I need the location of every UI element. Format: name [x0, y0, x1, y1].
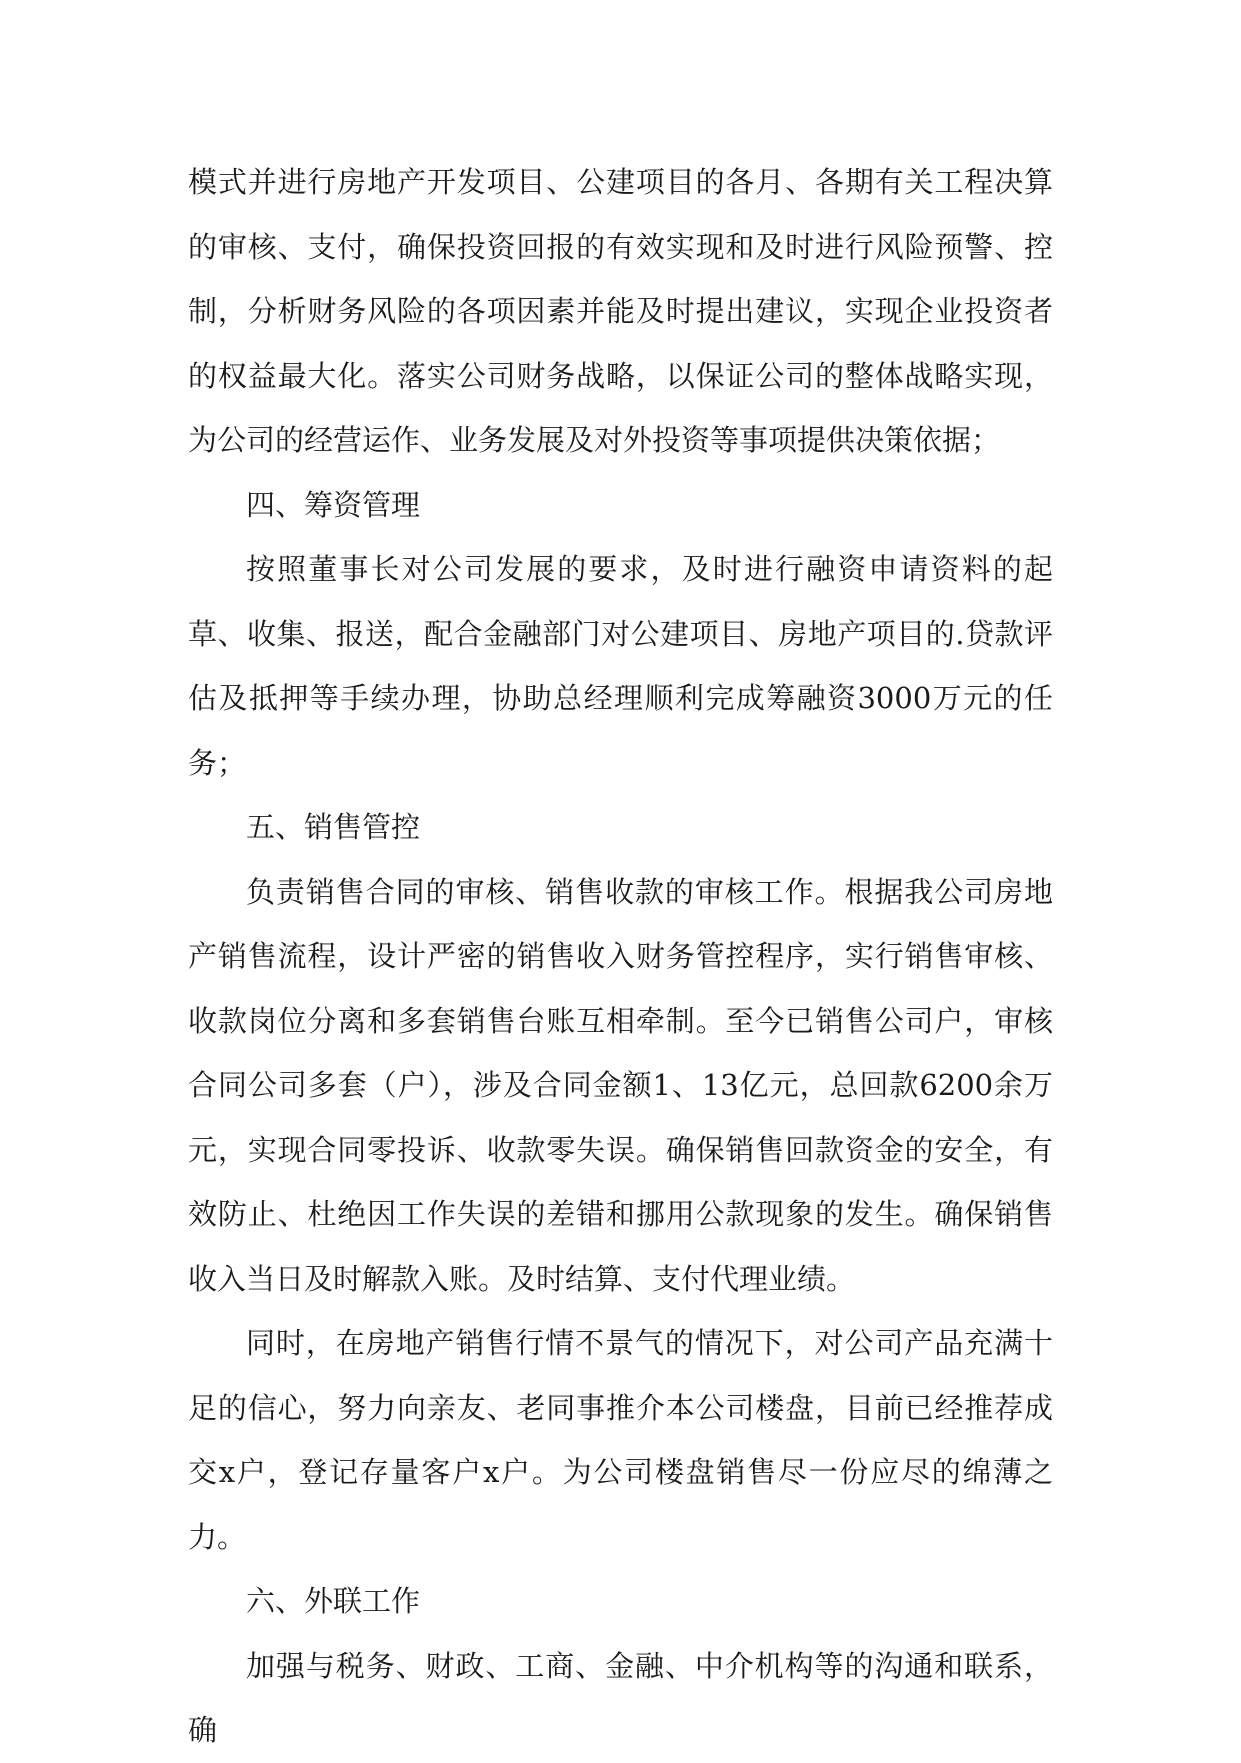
paragraph-sales-promotion: 同时，在房地产销售行情不景气的情况下，对公司产品充满十足的信心，努力向亲友、老同事推介本公司楼盘，目前已经推荐成交x户，登记存量客户x户。为公司楼盘销售尽一份应尽的绵薄之力。 [188, 1326, 1053, 1554]
paragraph-external-relations: 加强与税务、财政、工商、金融、中介机构等的沟通和联系，确 [188, 1648, 1053, 1747]
document-body [188, 150, 1053, 1763]
paragraph-continued: 模式并进行房地产开发项目、公建项目的各月、各期有关工程决算的审核、支付，确保投资回报的有效实现和及时进行风险预警、控制，分析财务风险的各项因素并能及时提出建议，实现企业投资者的权益最大化。落实公司财务战略，以保证公司的整体战略实现，为公司的经营运作、业务发展及对外投资等事项提供决策依据； [188, 165, 1053, 457]
paragraph-financing: 按照董事长对公司发展的要求，及时进行融资申请资料的起草、收集、报送，配合金融部门对公建项目、房地产项目的.贷款评估及抵押等手续办理，协助总经理顺利完成筹融资3000万元的任务； [188, 552, 1053, 780]
section-heading-4: 四、筹资管理 [246, 487, 421, 522]
section-heading-6: 六、外联工作 [246, 1584, 421, 1618]
paragraph-sales-control: 负责销售合同的审核、销售收款的审核工作。根据我公司房地产销售流程，设计严密的销售收入财务管控程序，实行销售审核、收款岗位分离和多套销售台账互相牵制。至今已销售公司户，审核合同公司多套（户），涉及合同金额1、13亿元，总回款6200余万元，实现合同零投诉、收款零失误。确保销售回款资金的安全，有效防止、杜绝因工作失误的差错和挪用公款现象的发生。确保销售收入当日及时解款入账。及时结算、支付代理业绩。 [188, 874, 1053, 1296]
section-heading-5: 五、销售管控 [246, 810, 421, 844]
